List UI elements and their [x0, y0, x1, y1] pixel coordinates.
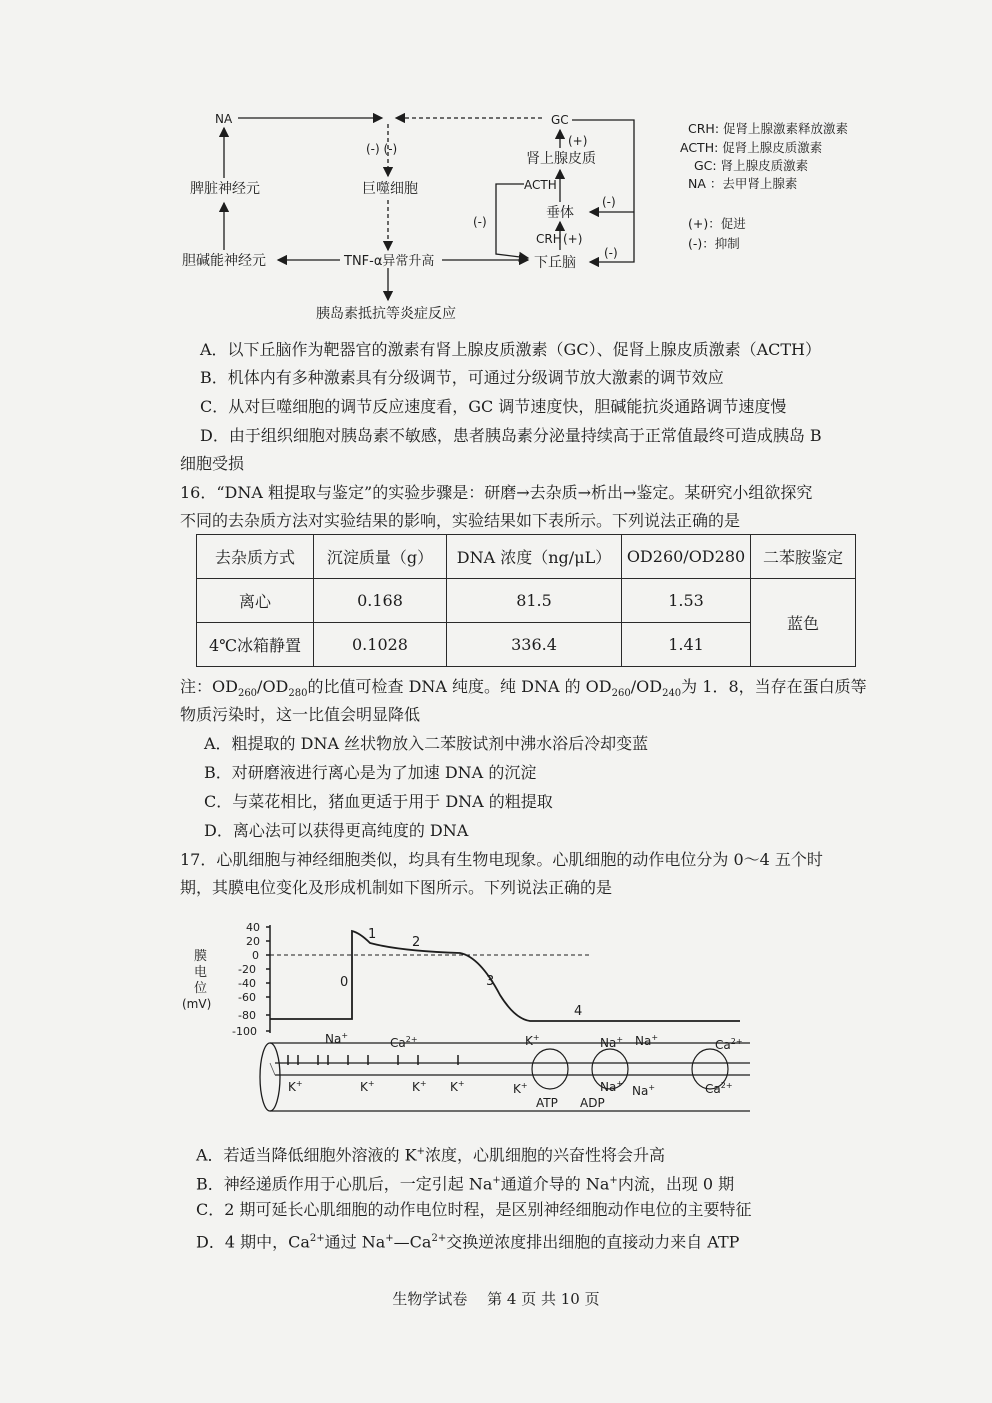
table-cell: 4℃冰箱静置	[197, 623, 314, 667]
note-text: /OD	[630, 677, 663, 696]
note-text: 的比值可检查 DNA 纯度。纯 DNA 的 OD	[307, 677, 612, 696]
q15-option-d-cont: 细胞受损	[180, 454, 245, 473]
dna-results-table	[196, 534, 856, 667]
option-text: 浓度，心肌细胞的兴奋性将会升高	[425, 1145, 666, 1165]
legend-minus: (-)：抑制	[688, 236, 740, 251]
q16-option-a: A．粗提取的 DNA 丝状物放入二苯胺试剂中沸水浴后冷却变蓝	[204, 734, 649, 753]
ion-label: K+	[360, 1079, 375, 1094]
q17-option-d	[196, 1229, 739, 1252]
node-crh: CRH	[536, 232, 562, 246]
phase-label: 3	[486, 974, 495, 989]
table-cell: 离心	[197, 579, 314, 623]
ion-label: Na+	[632, 1083, 656, 1098]
table-cell: 336.4	[447, 623, 622, 667]
note-text: 为 1．8，当存在蛋白质等	[681, 677, 867, 696]
node-macrophage: 巨噬细胞	[362, 181, 418, 197]
option-text: B．神经递质作用于心肌后，一定引起 Na	[196, 1174, 493, 1194]
ion-label: K+	[288, 1079, 303, 1094]
node-hypothalamus: 下丘脑	[534, 255, 576, 271]
superscript: +	[492, 1175, 501, 1186]
ion-label: Na+	[325, 1031, 349, 1046]
note-sub: 240	[662, 688, 682, 700]
superscript: 2+	[309, 1233, 325, 1244]
phase-label: 2	[412, 935, 421, 950]
note-sub: 280	[288, 688, 308, 700]
option-text: 通道介导的 Na	[500, 1174, 610, 1194]
y-tick-label: -100	[232, 1025, 257, 1038]
q16-stem-cont: 不同的去杂质方法对实验结果的影响，实验结果如下表所示。下列说法正确的是	[180, 511, 741, 530]
table-cell-merged: 蓝色	[751, 579, 856, 667]
ion-label: K+	[412, 1079, 427, 1094]
phase-label: 1	[368, 927, 377, 942]
page-footer: 生物学试卷 第 4 页 共 10 页	[392, 1290, 600, 1308]
q16-note-cont: 物质污染时，这一比值会明显降低	[180, 705, 421, 724]
q16-note	[180, 677, 867, 704]
table-cell: 0.168	[314, 579, 447, 623]
q15-option-a: A．以下丘脑作为靶器官的激素有肾上腺皮质激素（GC）、促肾上腺皮质激素（ACTH）	[200, 340, 822, 359]
q16-option-d: D．离心法可以获得更高纯度的 DNA	[204, 821, 469, 840]
option-text: A．若适当降低细胞外溶液的 K	[196, 1145, 417, 1165]
ion-label: Na+	[600, 1079, 624, 1094]
q17-stem-cont: 期，其膜电位变化及形成机制如下图所示。下列说法正确的是	[180, 878, 613, 897]
node-acth: ACTH	[524, 178, 557, 192]
option-text: 通过 Na	[324, 1232, 386, 1252]
superscript: +	[416, 1146, 425, 1157]
legend-gc: GC: 肾上腺皮质激素	[694, 158, 809, 173]
sign-minus-hypo: (-)	[604, 246, 618, 260]
q16-stem: 16．“DNA 粗提取与鉴定”的实验步骤是：研磨→去杂质→析出→鉴定。某研究小组欲探究	[180, 483, 813, 502]
ion-label: K+	[450, 1079, 465, 1094]
regulation-diagram	[0, 100, 992, 330]
table-row	[197, 579, 856, 623]
superscript: +	[385, 1233, 394, 1244]
ion-label: Na+	[600, 1035, 624, 1050]
option-text: 内流，出现 0 期	[617, 1174, 735, 1194]
note-text: /OD	[257, 677, 289, 696]
node-insulin: 胰岛素抵抗等炎症反应	[316, 306, 456, 322]
y-label-char: 位	[194, 981, 208, 996]
legend-na: NA ：去甲肾上腺素	[688, 176, 798, 191]
q17-stem: 17．心肌细胞与神经细胞类似，均具有生物电现象。心肌细胞的动作电位分为 0～4 五个时	[180, 850, 823, 869]
table-cell: 81.5	[447, 579, 622, 623]
q16-option-c: C．与菜花相比，猪血更适于用于 DNA 的粗提取	[204, 792, 553, 811]
sign-plus-adrenal: (+)	[568, 134, 588, 148]
y-tick-label: 40	[246, 921, 260, 934]
ion-label: $Ca^{2+}$	[705, 1081, 733, 1096]
y-tick-label: -60	[238, 991, 256, 1004]
table-cell: 1.41	[622, 623, 751, 667]
y-label-char: 电	[194, 965, 208, 980]
table-cell: 1.53	[622, 579, 751, 623]
sign-minus-pair: (-) (-)	[366, 142, 398, 156]
table-header: 沉淀质量（g）	[314, 535, 447, 579]
y-tick-label: 0	[252, 949, 259, 962]
sign-plus-crh: (+)	[563, 232, 583, 246]
table-cell: 0.1028	[314, 623, 447, 667]
q17-option-c: C．2 期可延长心肌细胞的动作电位时程，是区别神经细胞动作电位的主要特征	[196, 1200, 752, 1219]
phase-label: 0	[340, 975, 349, 990]
table-header: DNA 浓度（ng/μL）	[447, 535, 622, 579]
option-text: 交换逆浓度排出细胞的直接动力来自 ATP	[446, 1232, 740, 1252]
ion-label: K+	[525, 1033, 540, 1048]
table-header: 二苯胺鉴定	[751, 535, 856, 579]
ion-label: $Ca^{2+}$	[715, 1037, 743, 1052]
atp-label: ATP	[536, 1096, 558, 1110]
y-tick-label: -20	[238, 963, 256, 976]
adp-label: ADP	[580, 1096, 605, 1110]
q15-option-c: C．从对巨噬细胞的调节反应速度看，GC 调节速度快，胆碱能抗炎通路调节速度慢	[200, 397, 787, 416]
node-pituitary: 垂体	[546, 205, 574, 221]
y-tick-label: -40	[238, 977, 256, 990]
node-na: NA	[215, 112, 233, 126]
q15-option-d: D．由于组织细胞对胰岛素不敏感，患者胰岛素分泌量持续高于正常值最终可造成胰岛 B	[200, 426, 822, 445]
node-tnf: TNF-α异常升高	[344, 254, 435, 269]
note-sub: 260	[237, 688, 258, 700]
superscript: 2+	[431, 1233, 447, 1244]
superscript: +	[609, 1175, 618, 1186]
q17-option-b	[196, 1171, 734, 1194]
note-sub: 260	[611, 688, 631, 700]
y-tick-label: 20	[246, 935, 260, 948]
note-text: 注：OD	[180, 677, 238, 696]
node-gc: GC	[551, 113, 569, 127]
y-tick-label: -80	[238, 1009, 256, 1022]
legend-crh: CRH: 促肾上腺激素释放激素	[688, 121, 848, 136]
option-text: —Ca	[393, 1232, 432, 1252]
ion-label: K+	[513, 1081, 528, 1096]
legend-acth: ACTH: 促肾上腺皮质激素	[680, 140, 823, 155]
y-label-char: 膜	[194, 949, 208, 964]
sign-minus-loop: (-)	[473, 215, 487, 229]
q17-option-a	[196, 1142, 665, 1165]
table-header-row	[197, 535, 856, 579]
q16-option-b: B．对研磨液进行离心是为了加速 DNA 的沉淀	[204, 763, 537, 782]
node-cholinergic: 胆碱能神经元	[182, 253, 266, 269]
table-header: 去杂质方式	[197, 535, 314, 579]
legend-plus: (+)：促进	[688, 216, 746, 231]
node-spleen: 脾脏神经元	[190, 181, 260, 197]
table-header: OD260/OD280	[622, 535, 751, 579]
q15-option-b: B．机体内有多种激素具有分级调节，可通过分级调节放大激素的调节效应	[200, 368, 724, 387]
sign-minus-pituitary: (-)	[602, 195, 616, 209]
y-unit: (mV)	[182, 997, 212, 1011]
node-adrenal: 肾上腺皮质	[526, 151, 596, 167]
ion-label: Na+	[635, 1033, 659, 1048]
ion-label: $Ca^{2+}$	[390, 1035, 418, 1050]
phase-label: 4	[574, 1004, 583, 1019]
action-potential-figure	[170, 915, 770, 1125]
option-text: D．4 期中，Ca	[196, 1232, 310, 1252]
